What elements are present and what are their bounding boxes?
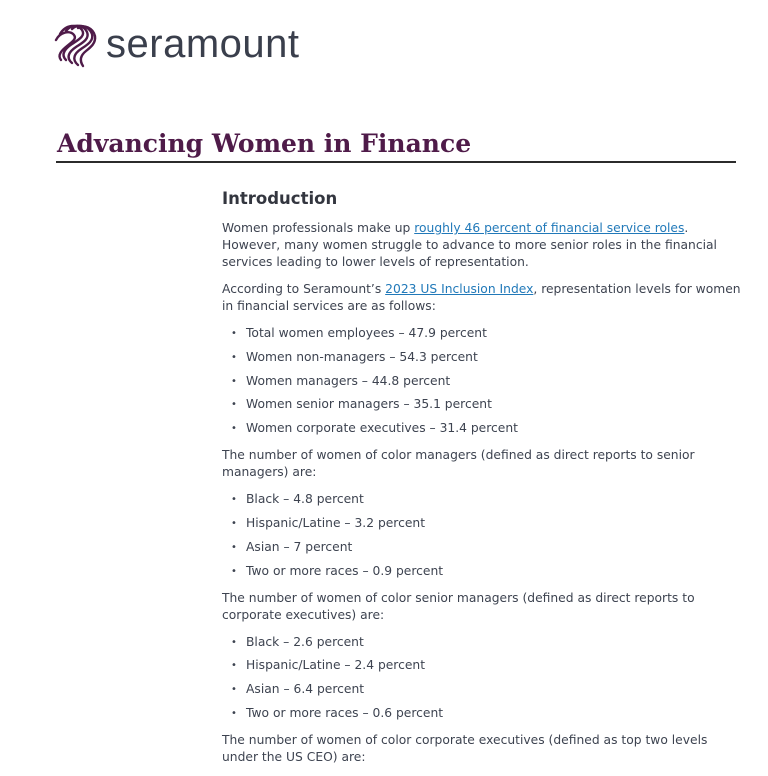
- intro-p2-text-after: , representation levels for women in financial services are as follows:: [222, 282, 741, 313]
- title-divider: [56, 161, 736, 163]
- list-item: • Two or more races – 0.6 percent: [222, 705, 742, 722]
- list-item: • Women corporate executives – 31.4 percent: [222, 420, 742, 437]
- seramount-swirl-logo-icon: [52, 20, 98, 68]
- senior-managers-paragraph: The number of women of color senior managers (defined as direct reports to corporate executives) are:: [222, 590, 695, 622]
- page-title: Advancing Women in Finance: [57, 129, 472, 158]
- senior-managers-list: [222, 634, 742, 722]
- list-item: • Black – 2.6 percent: [222, 634, 742, 651]
- managers-paragraph: The number of women of color managers (defined as direct reports to senior managers) are:: [222, 448, 695, 480]
- list-item: • Women managers – 44.8 percent: [222, 373, 742, 390]
- list-item: • Two or more races – 0.9 percent: [222, 563, 742, 580]
- section-heading-introduction: Introduction: [222, 189, 338, 208]
- list-item: • Total women employees – 47.9 percent: [222, 325, 742, 342]
- list-item: • Hispanic/Latine – 3.2 percent: [222, 515, 742, 532]
- article-content: [222, 186, 742, 776]
- intro-paragraph-2: [222, 281, 742, 315]
- representation-list: [222, 325, 742, 437]
- list-item: • Asian – 7 percent: [222, 539, 742, 556]
- managers-list: [222, 491, 742, 579]
- logo-wordmark: seramount: [106, 22, 300, 66]
- list-item: • Asian – 6.4 percent: [222, 681, 742, 698]
- financial-roles-stat-link[interactable]: roughly 46 percent of financial service roles: [414, 221, 685, 235]
- executives-paragraph: The number of women of color corporate executives (defined as top two levels under the US CEO) are:: [222, 732, 708, 764]
- intro-paragraph-1: [222, 220, 742, 271]
- list-item: • Women senior managers – 35.1 percent: [222, 396, 742, 413]
- intro-p1-text-before: Women professionals make up: [222, 221, 415, 235]
- seramount-logo[interactable]: [52, 20, 299, 68]
- list-item: • Hispanic/Latine – 2.4 percent: [222, 657, 742, 674]
- intro-p1-text-after: . However, many women struggle to advance to more senior roles in the financial services leading to lower levels of representation.: [222, 221, 717, 269]
- inclusion-index-link[interactable]: 2023 US Inclusion Index: [385, 282, 534, 296]
- list-item: • Black – 4.8 percent: [222, 491, 742, 508]
- list-item: • Women non-managers – 54.3 percent: [222, 349, 742, 366]
- intro-p2-text-before: According to Seramount’s: [222, 282, 386, 296]
